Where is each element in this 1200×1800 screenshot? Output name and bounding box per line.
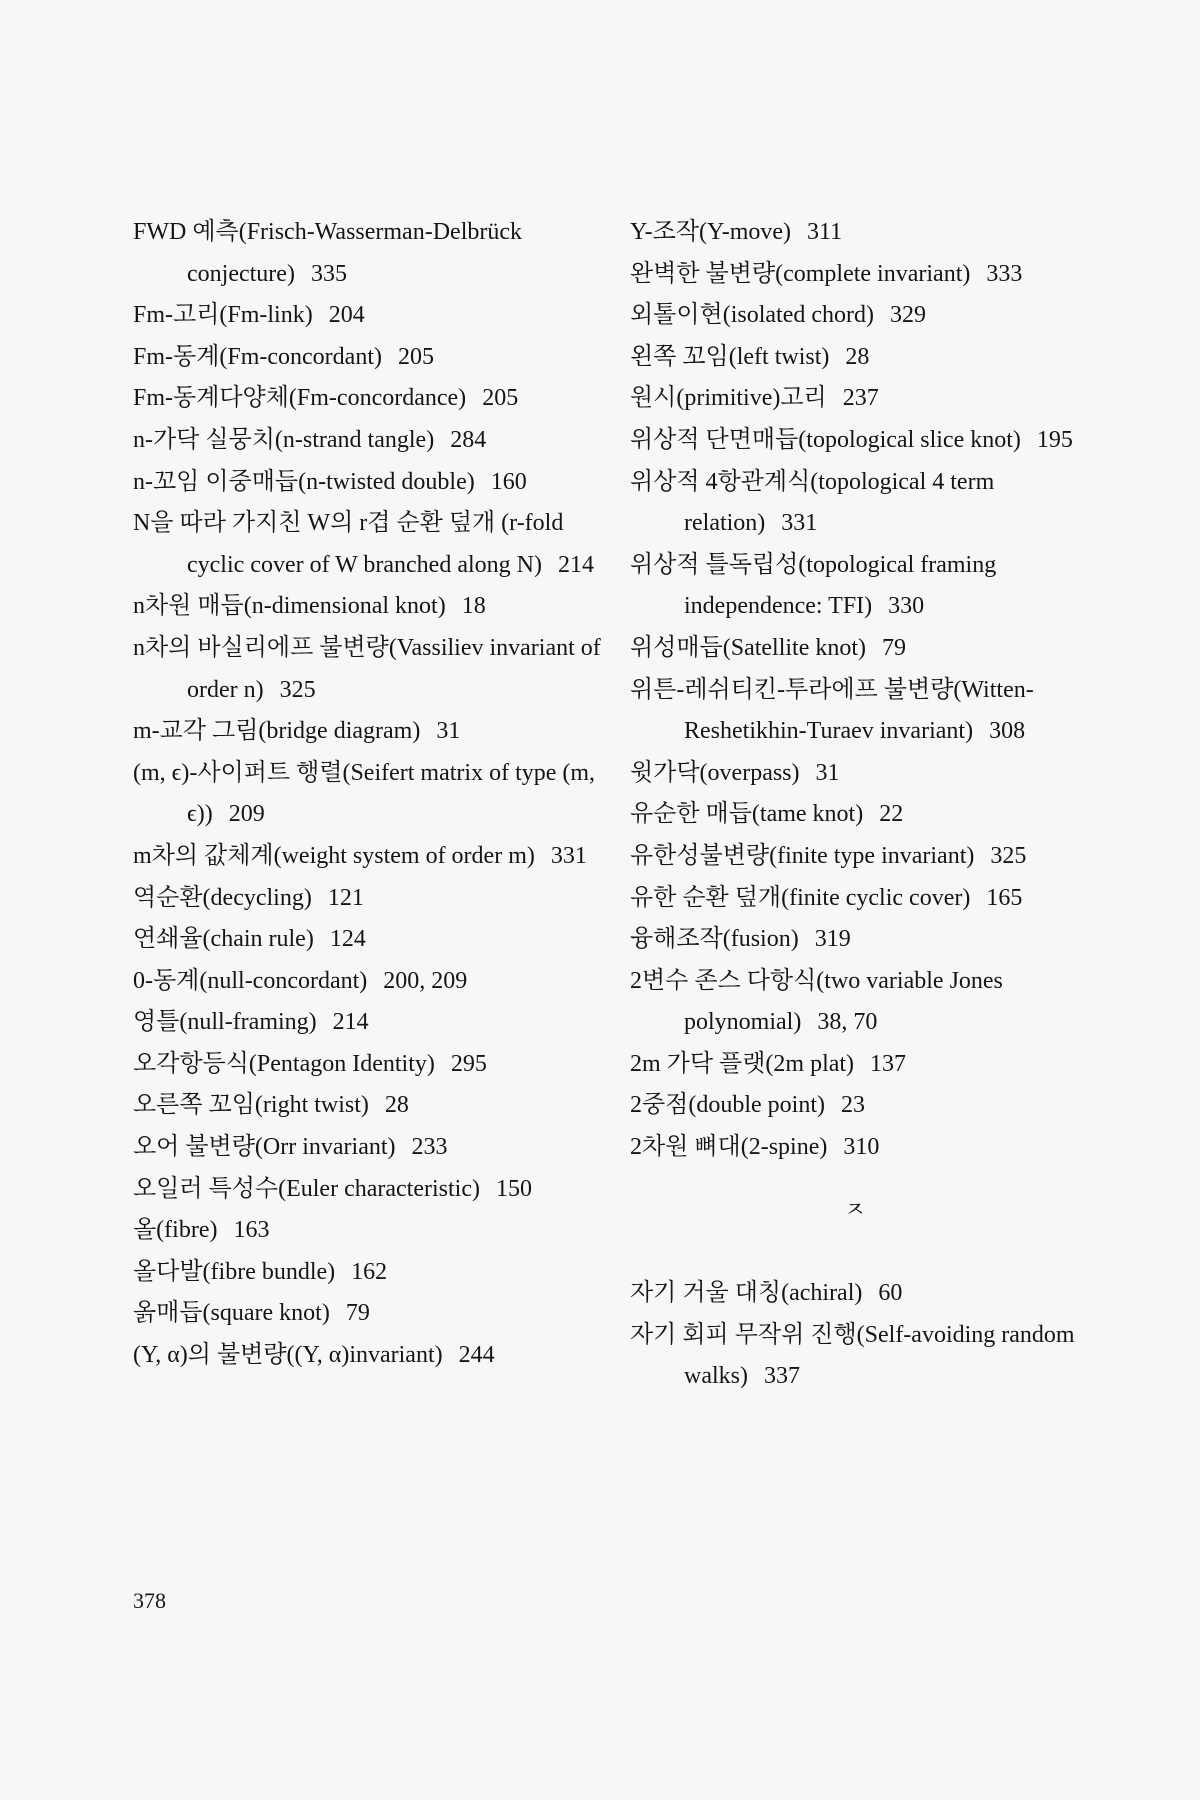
index-term: 2변수 존스 다항식(two variable Jones polynomial) bbox=[630, 967, 1003, 1036]
index-term: 오른쪽 꼬임(right twist) bbox=[133, 1092, 369, 1119]
index-term: 자기 회피 무작위 진행(Self-avoiding random walks) bbox=[630, 1321, 1075, 1390]
index-entry bbox=[630, 254, 1120, 296]
index-term: 위성매듭(Satellite knot) bbox=[630, 634, 867, 661]
index-term: FWD 예측(Frisch-Wasserman-Delbrück conjecture) bbox=[133, 219, 523, 287]
index-term: 2중점(double point) bbox=[630, 1092, 826, 1119]
index-page-ref: 214 bbox=[332, 1009, 369, 1036]
index-entry bbox=[133, 212, 603, 295]
index-entry bbox=[133, 462, 603, 504]
index-term: 역순환(decycling) bbox=[133, 884, 312, 911]
index-term: 외톨이현(isolated chord) bbox=[630, 302, 875, 329]
index-page-ref: 150 bbox=[495, 1175, 532, 1202]
index-entry bbox=[630, 378, 1120, 420]
index-page-ref: 237 bbox=[842, 385, 879, 412]
index-page-ref: 163 bbox=[233, 1217, 270, 1244]
index-term: 영틀(null-framing) bbox=[133, 1009, 317, 1036]
index-page-ref: 310 bbox=[843, 1134, 880, 1161]
index-entry bbox=[630, 836, 1120, 878]
index-term: 유한성불변량(finite type invariant) bbox=[630, 842, 975, 869]
index-entry bbox=[133, 503, 603, 586]
index-entry bbox=[630, 545, 1120, 628]
index-page-ref: 214 bbox=[557, 551, 594, 578]
index-entry bbox=[630, 295, 1120, 337]
index-entry bbox=[630, 1085, 1120, 1127]
index-page-ref: 60 bbox=[878, 1280, 903, 1307]
index-term: 옭매듭(square knot) bbox=[133, 1300, 330, 1327]
index-page-ref: 22 bbox=[879, 801, 904, 828]
index-term: 오각항등식(Pentagon Identity) bbox=[133, 1050, 435, 1077]
index-page-ref: 209 bbox=[228, 801, 265, 828]
index-term: 0-동계(null-concordant) bbox=[133, 967, 368, 994]
index-term: m차의 값체계(weight system of order m) bbox=[133, 842, 535, 869]
index-column-right bbox=[630, 212, 1120, 1398]
index-entry bbox=[133, 628, 603, 711]
index-term: 오어 불변량(Orr invariant) bbox=[133, 1134, 396, 1161]
index-entry bbox=[630, 628, 1120, 670]
index-term: 위상적 틀독립성(topological framing independence: TFI) bbox=[630, 551, 997, 620]
index-entry bbox=[630, 1044, 1120, 1086]
index-page-ref: 331 bbox=[550, 842, 587, 869]
index-term: 연쇄율(chain rule) bbox=[133, 926, 314, 953]
index-entry bbox=[133, 878, 603, 920]
index-entry bbox=[133, 919, 603, 961]
index-page-ref: 31 bbox=[436, 718, 461, 745]
index-entry bbox=[630, 1273, 1120, 1315]
index-page-ref: 31 bbox=[815, 759, 840, 786]
index-page-ref: 205 bbox=[482, 385, 519, 412]
index-page-ref: 319 bbox=[814, 926, 851, 953]
index-page-ref: 331 bbox=[781, 510, 818, 537]
index-term: n-가닥 실뭉치(n-strand tangle) bbox=[133, 426, 435, 453]
index-term: 유순한 매듭(tame knot) bbox=[630, 801, 864, 828]
index-term: 오일러 특성수(Euler characteristic) bbox=[133, 1175, 480, 1202]
index-term: Fm-고리(Fm-link) bbox=[133, 302, 313, 329]
index-page-ref: 137 bbox=[870, 1050, 907, 1077]
index-entry bbox=[630, 961, 1120, 1044]
index-page-ref: 233 bbox=[411, 1134, 448, 1161]
index-term: 융해조작(fusion) bbox=[630, 926, 799, 953]
index-page-ref: 337 bbox=[763, 1363, 800, 1390]
index-entry bbox=[133, 1252, 603, 1294]
index-page-ref: 311 bbox=[807, 219, 843, 245]
index-page-ref: 335 bbox=[310, 260, 347, 287]
index-entry bbox=[133, 1293, 603, 1335]
index-page-ref: 325 bbox=[990, 842, 1027, 869]
index-entry bbox=[133, 1085, 603, 1127]
index-term: n차원 매듭(n-dimensional knot) bbox=[133, 593, 446, 620]
index-page-ref: 79 bbox=[882, 634, 907, 661]
index-page-ref: 295 bbox=[450, 1050, 487, 1077]
index-entry bbox=[630, 919, 1120, 961]
index-page-ref: 333 bbox=[986, 260, 1023, 287]
index-entry bbox=[133, 586, 603, 628]
index-entry bbox=[133, 378, 603, 420]
index-entry bbox=[630, 794, 1120, 836]
index-page-ref: 200, 209 bbox=[383, 967, 468, 994]
index-entry bbox=[133, 711, 603, 753]
index-entry bbox=[630, 462, 1120, 545]
index-page-ref: 244 bbox=[458, 1342, 495, 1369]
index-entry bbox=[133, 961, 603, 1003]
index-page-ref: 28 bbox=[384, 1092, 409, 1119]
index-page-ref: 121 bbox=[327, 884, 364, 911]
index-term: Fm-동계(Fm-concordant) bbox=[133, 343, 382, 370]
index-term: 올(fibre) bbox=[133, 1217, 218, 1244]
index-term: 원시(primitive)고리 bbox=[630, 385, 827, 412]
section-heading: ㅈ bbox=[844, 1197, 866, 1223]
index-page-ref: 160 bbox=[490, 468, 527, 495]
index-entry bbox=[630, 1315, 1120, 1398]
index-entry bbox=[133, 1044, 603, 1086]
index-page-ref: 79 bbox=[345, 1300, 370, 1327]
index-term: n-꼬임 이중매듭(n-twisted double) bbox=[133, 468, 475, 495]
index-entry bbox=[133, 337, 603, 379]
index-entry bbox=[133, 1002, 603, 1044]
index-term: 올다발(fibre bundle) bbox=[133, 1258, 336, 1285]
index-entry bbox=[630, 1127, 1120, 1169]
index-page-ref: 330 bbox=[888, 593, 925, 620]
index-page-ref: 28 bbox=[845, 343, 870, 370]
index-page-ref: 162 bbox=[351, 1258, 388, 1285]
index-page-ref: 23 bbox=[841, 1092, 866, 1119]
index-page-ref: 329 bbox=[890, 302, 927, 329]
index-term: m-교각 그림(bridge diagram) bbox=[133, 718, 421, 745]
index-term: 위튼-레쉬티킨-투라에프 불변량(Witten-Reshetikhin-Turaev invariant) bbox=[630, 676, 1034, 745]
index-term: Y-조작(Y-move) bbox=[630, 219, 792, 245]
index-entry bbox=[133, 753, 603, 836]
index-term: 자기 거울 대칭(achiral) bbox=[630, 1280, 863, 1307]
index-term: (Y, α)의 불변량((Y, α)invariant) bbox=[133, 1342, 443, 1369]
index-term: 왼쪽 꼬임(left twist) bbox=[630, 343, 830, 370]
index-entry bbox=[630, 753, 1120, 795]
index-term: 윗가닥(overpass) bbox=[630, 759, 800, 786]
index-entry bbox=[133, 1210, 603, 1252]
index-entry bbox=[133, 1169, 603, 1211]
index-term: 유한 순환 덮개(finite cyclic cover) bbox=[630, 884, 971, 911]
index-term: (m, ϵ)-사이퍼트 행렬(Seifert matrix of type (m, ϵ)) bbox=[133, 759, 596, 828]
index-term: 완벽한 불변량(complete invariant) bbox=[630, 260, 971, 287]
index-entry bbox=[630, 337, 1120, 379]
index-page-ref: 308 bbox=[989, 718, 1026, 745]
index-entry bbox=[133, 420, 603, 462]
index-entry bbox=[133, 836, 603, 878]
index-entry bbox=[630, 670, 1120, 753]
index-page-ref: 38, 70 bbox=[817, 1009, 878, 1036]
index-entry bbox=[133, 1335, 603, 1377]
index-entry bbox=[630, 212, 1120, 254]
index-page-ref: 325 bbox=[279, 676, 316, 703]
index-term: 2차원 뼈대(2-spine) bbox=[630, 1134, 828, 1161]
index-page-ref: 18 bbox=[461, 593, 486, 620]
index-page-ref: 284 bbox=[450, 426, 487, 453]
index-column-left bbox=[133, 212, 603, 1377]
index-entry bbox=[630, 420, 1120, 462]
index-entry bbox=[630, 878, 1120, 920]
index-term: 2m 가닥 플랫(2m plat) bbox=[630, 1050, 855, 1077]
index-page-ref: 204 bbox=[328, 302, 365, 329]
index-entry bbox=[133, 295, 603, 337]
page-number: 378 bbox=[133, 1588, 166, 1613]
index-page-ref: 165 bbox=[986, 884, 1023, 911]
index-term: N을 따라 가지친 W의 r겹 순환 덮개 (r-fold cyclic cover of W branched along N) bbox=[133, 510, 564, 578]
index-page-ref: 124 bbox=[329, 926, 366, 953]
index-entry bbox=[133, 1127, 603, 1169]
index-term: n차의 바실리에프 불변량(Vassiliev invariant of order n) bbox=[133, 634, 601, 703]
index-page-ref: 195 bbox=[1036, 426, 1073, 453]
index-term: 위상적 단면매듭(topological slice knot) bbox=[630, 426, 1021, 453]
index-term: Fm-동계다양체(Fm-concordance) bbox=[133, 385, 467, 412]
index-term: 위상적 4항관계식(topological 4 term relation) bbox=[630, 468, 995, 537]
index-page-ref: 205 bbox=[398, 343, 434, 370]
